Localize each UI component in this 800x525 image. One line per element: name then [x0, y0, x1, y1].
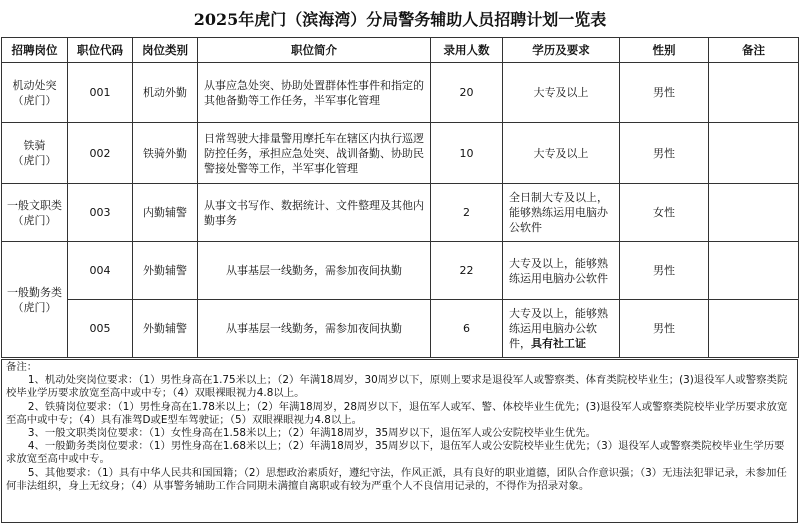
post-cell: [2, 63, 68, 123]
header-code: 职位代码: [68, 38, 133, 63]
header-intro: 职位简介: [198, 38, 431, 63]
education-bold-text: 具有社工证: [531, 337, 586, 350]
note-item: 2、铁骑岗位要求：（1）男性身高在1.78米以上；（2）年满18周岁，28周岁以下，退伍军人或军、警、体校毕业生优先；(3)退役军人或警察类院校毕业学历要求放宽至高中或中专；（4）具有准驾D或E型车驾驶证；（5）双眼裸眼视力4.8以上。: [6, 400, 788, 426]
table-header-row: [2, 38, 799, 63]
post-name: 铁骑: [23, 139, 46, 152]
intro-cell: 日常驾驶大排量警用摩托车在辖区内执行巡逻防控任务，承担应急处突、战训备勤、协助民警接处警等工作，半军事化管理: [198, 123, 431, 184]
code-cell: 001: [68, 63, 133, 123]
category-cell: 外勤辅警: [133, 242, 198, 300]
intro-cell: 从事文书写作、数据统计、文件整理及其他内勤事务: [198, 184, 431, 242]
intro-cell: 从事基层一线勤务，需参加夜间执勤: [198, 300, 431, 358]
recruitment-table: [1, 37, 799, 358]
post-name: 一般文职类: [7, 198, 62, 212]
education-cell: 全日制大专及以上，能够熟练运用电脑办公软件: [503, 184, 620, 242]
header-education: 学历及要求: [503, 38, 620, 63]
note-item: 4、一般勤务类岗位要求：（1）男性身高在1.68米以上；（2）年满18周岁，35周岁以下，退伍军人或公安院校毕业生优先；（3）退役军人或警察类院校毕业生学历要求放宽至高中或中专。: [6, 440, 785, 466]
post-cell: [2, 184, 68, 242]
education-cell: 大专及以上: [503, 63, 620, 123]
code-cell: 004: [68, 242, 133, 300]
remark-cell: [709, 184, 799, 242]
gender-cell: 女性: [620, 184, 709, 242]
intro-cell: 从事基层一线勤务，需参加夜间执勤: [198, 242, 431, 300]
count-cell: 10: [431, 123, 503, 184]
gender-cell: 男性: [620, 242, 709, 300]
note-item: 5、其他要求：（1）具有中华人民共和国国籍；（2）思想政治素质好，遵纪守法，作风正派，具有良好的职业道德，团队合作意识强；（3）无违法犯罪记录，未参加任何非法组织，身上无纹身；（4）从事警务辅助工作合同期未满擅自离职或有较为严重个人不良信用记录的，不得作为招录对象。: [6, 466, 787, 492]
note-item: 1、机动处突岗位要求：（1）男性身高在1.75米以上；（2）年满18周岁，30周岁以下，原则上要求是退役军人或警察类、体育类院校毕业生；(3)退役军人或警察类院校毕业学历要求放宽至高中或中专；（4）双眼裸眼视力4.8以上。: [6, 374, 788, 400]
note-item: 3、一般文职类岗位要求：（1）女性身高在1.58米以上；（2）年满18周岁，35周岁以下，退伍军人或公安院校毕业生优先。: [27, 427, 596, 440]
table-row: [2, 300, 799, 358]
header-gender: 性别: [620, 38, 709, 63]
page-title: 2025年虎门（滨海湾）分局警务辅助人员招聘计划一览表: [193, 10, 607, 29]
post-unit: （虎门）: [12, 93, 57, 107]
post-unit: （虎门）: [12, 154, 57, 167]
gender-cell: 男性: [620, 63, 709, 123]
post-name: 一般勤务类: [7, 285, 62, 299]
post-cell: [2, 242, 68, 358]
remark-cell: [709, 300, 799, 358]
header-count: 录用人数: [431, 38, 503, 63]
gender-cell: 男性: [620, 300, 709, 358]
remark-cell: [709, 242, 799, 300]
table-row: [2, 184, 799, 242]
remark-cell: [709, 123, 799, 184]
header-remark: 备注: [709, 38, 799, 63]
category-cell: 铁骑外勤: [133, 123, 198, 184]
table-row: [2, 242, 799, 300]
education-cell: [503, 300, 620, 358]
category-cell: 内勤辅警: [133, 184, 198, 242]
category-cell: 外勤辅警: [133, 300, 198, 358]
category-cell: 机动外勤: [133, 63, 198, 123]
header-post: 招聘岗位: [2, 38, 68, 63]
education-cell: 大专及以上，能够熟练运用电脑办公软件: [503, 242, 620, 300]
remark-cell: [709, 63, 799, 123]
post-unit: （虎门）: [12, 213, 57, 227]
education-cell: 大专及以上: [503, 123, 620, 184]
table-row: [2, 123, 799, 184]
gender-cell: 男性: [620, 123, 709, 184]
intro-cell: 从事应急处突、协助处置群体性事件和指定的其他备勤等工作任务，半军事化管理: [198, 63, 431, 123]
count-cell: 2: [431, 184, 503, 242]
header-category: 岗位类别: [133, 38, 198, 63]
notes-section: [1, 359, 798, 523]
count-cell: 20: [431, 63, 503, 123]
code-cell: 005: [68, 300, 133, 358]
notes-title: 备注：: [6, 361, 38, 373]
post-unit: （虎门）: [12, 300, 57, 314]
code-cell: 002: [68, 123, 133, 184]
count-cell: 22: [431, 242, 503, 300]
count-cell: 6: [431, 300, 503, 358]
table-row: [2, 63, 799, 123]
post-cell: [2, 123, 68, 184]
code-cell: 003: [68, 184, 133, 242]
education-text: 大专及以上，能够熟练运用电脑办公软件，: [509, 307, 608, 350]
post-name: 机动处突: [12, 78, 57, 92]
